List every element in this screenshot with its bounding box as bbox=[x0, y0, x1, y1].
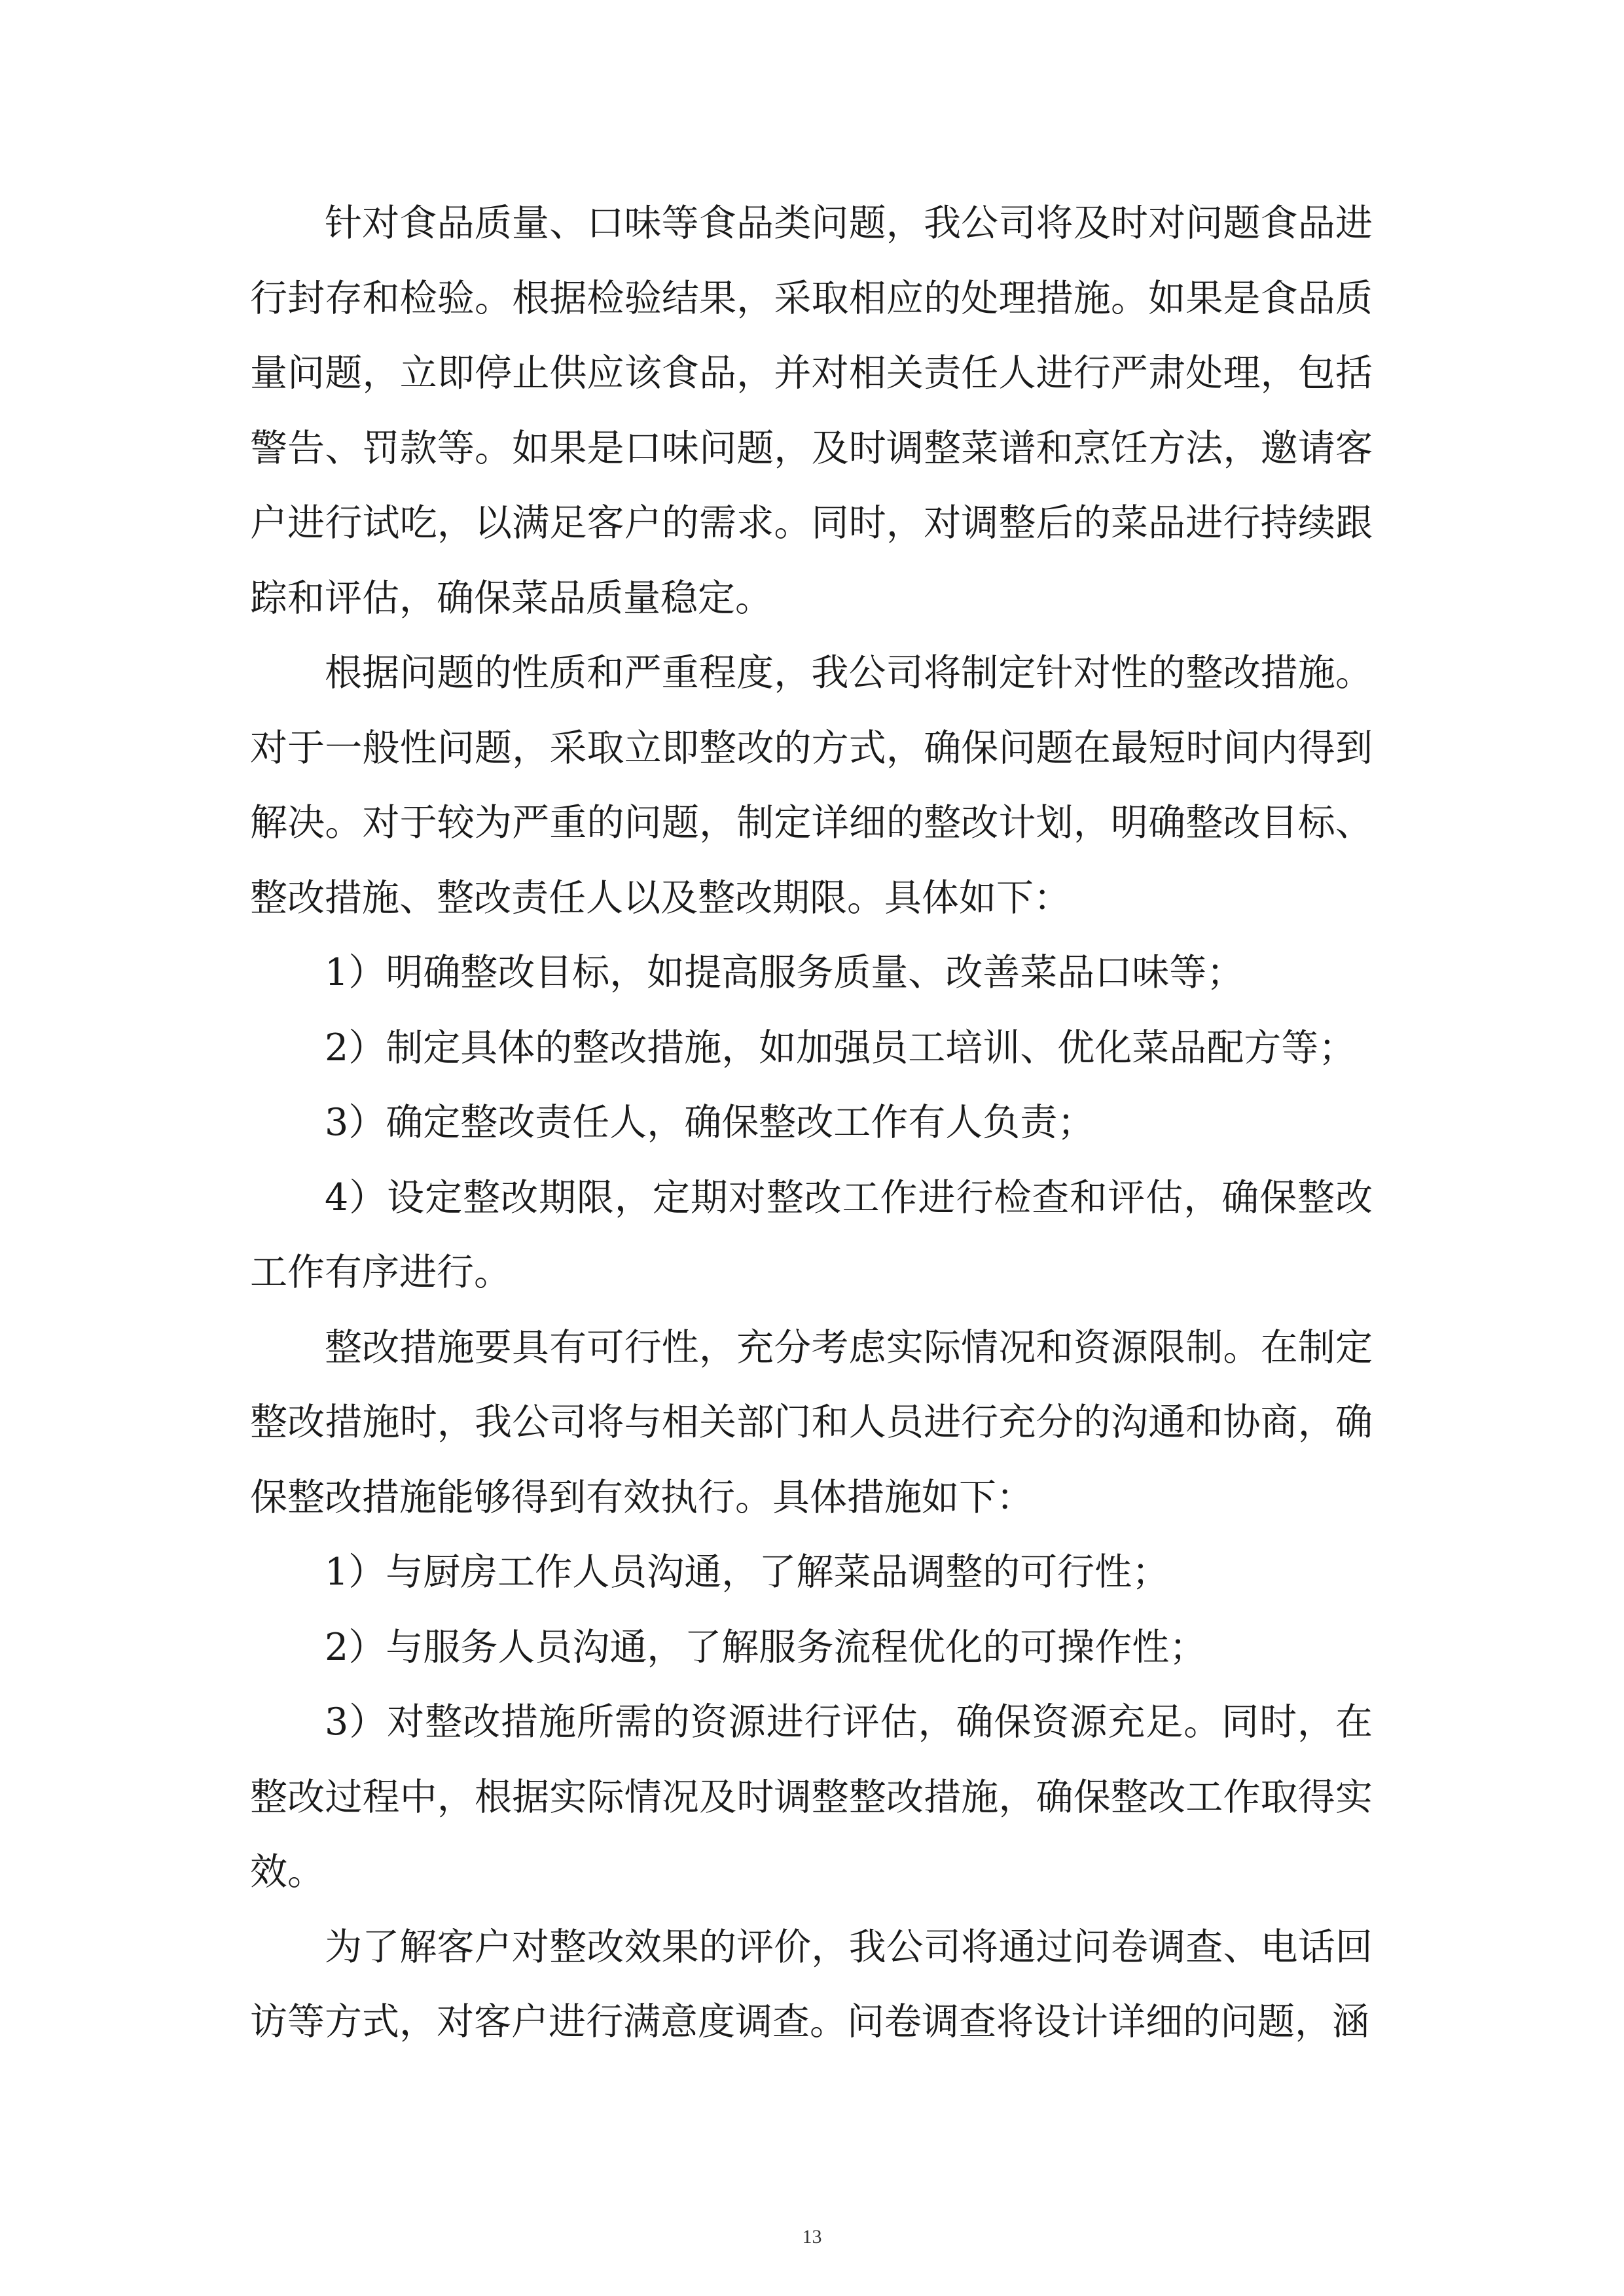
paragraph-food-quality: 针对食品质量、口味等食品类问题，我公司将及时对问题食品进行封存和检验。根据检验结果，采取相应的处理措施。如果是食品质量问题，立即停止供应该食品，并对相关责任人进行严肃处理，包括警告、罚款等。如果是口味问题，及时调整菜谱和烹饪方法，邀请客户进行试吃，以满足客户的需求。同时，对调整后的菜品进行持续跟踪和评估，确保菜品质量稳定。 bbox=[250, 202, 1373, 620]
list-item-2-service: 2）与服务人员沟通，了解服务流程优化的可操作性； bbox=[325, 1625, 1207, 1669]
list-item-3-responsible: 3）确定整改责任人，确保整改工作有人负责； bbox=[325, 1101, 1095, 1144]
list-item-3-resources: 3）对整改措施所需的资源进行评估，确保资源充足。同时，在整改过程中，根据实际情况及时调整整改措施，确保整改工作取得实效。 bbox=[250, 1700, 1373, 1893]
paragraph-satisfaction-survey: 为了解客户对整改效果的评价，我公司将通过问卷调查、电话回访等方式，对客户进行满意度调查。问卷调查将设计详细的问题，涵 bbox=[250, 1925, 1373, 2043]
paragraph-rectification-measures: 根据问题的性质和严重程度，我公司将制定针对性的整改措施。对于一般性问题，采取立即整改的方式，确保问题在最短时间内得到解决。对于较为严重的问题，制定详细的整改计划，明确整改目标、整改措施、整改责任人以及整改期限。具体如下： bbox=[250, 651, 1373, 920]
list-item-1-goal: 1）明确整改目标，如提高服务质量、改善菜品口味等； bbox=[325, 951, 1244, 994]
page-number: 13 bbox=[802, 2226, 822, 2248]
body-text bbox=[250, 186, 1373, 2060]
paragraph-feasibility: 整改措施要具有可行性，充分考虑实际情况和资源限制。在制定整改措施时，我公司将与相关部门和人员进行充分的沟通和协商，确保整改措施能够得到有效执行。具体措施如下： bbox=[250, 1325, 1373, 1519]
list-item-1-kitchen: 1）与厨房工作人员沟通，了解菜品调整的可行性； bbox=[325, 1551, 1170, 1594]
list-item-4-deadline: 4）设定整改期限，定期对整改工作进行检查和评估，确保整改工作有序进行。 bbox=[250, 1175, 1373, 1294]
list-item-2-measures: 2）制定具体的整改措施，如加强员工培训、优化菜品配方等； bbox=[325, 1026, 1356, 1069]
